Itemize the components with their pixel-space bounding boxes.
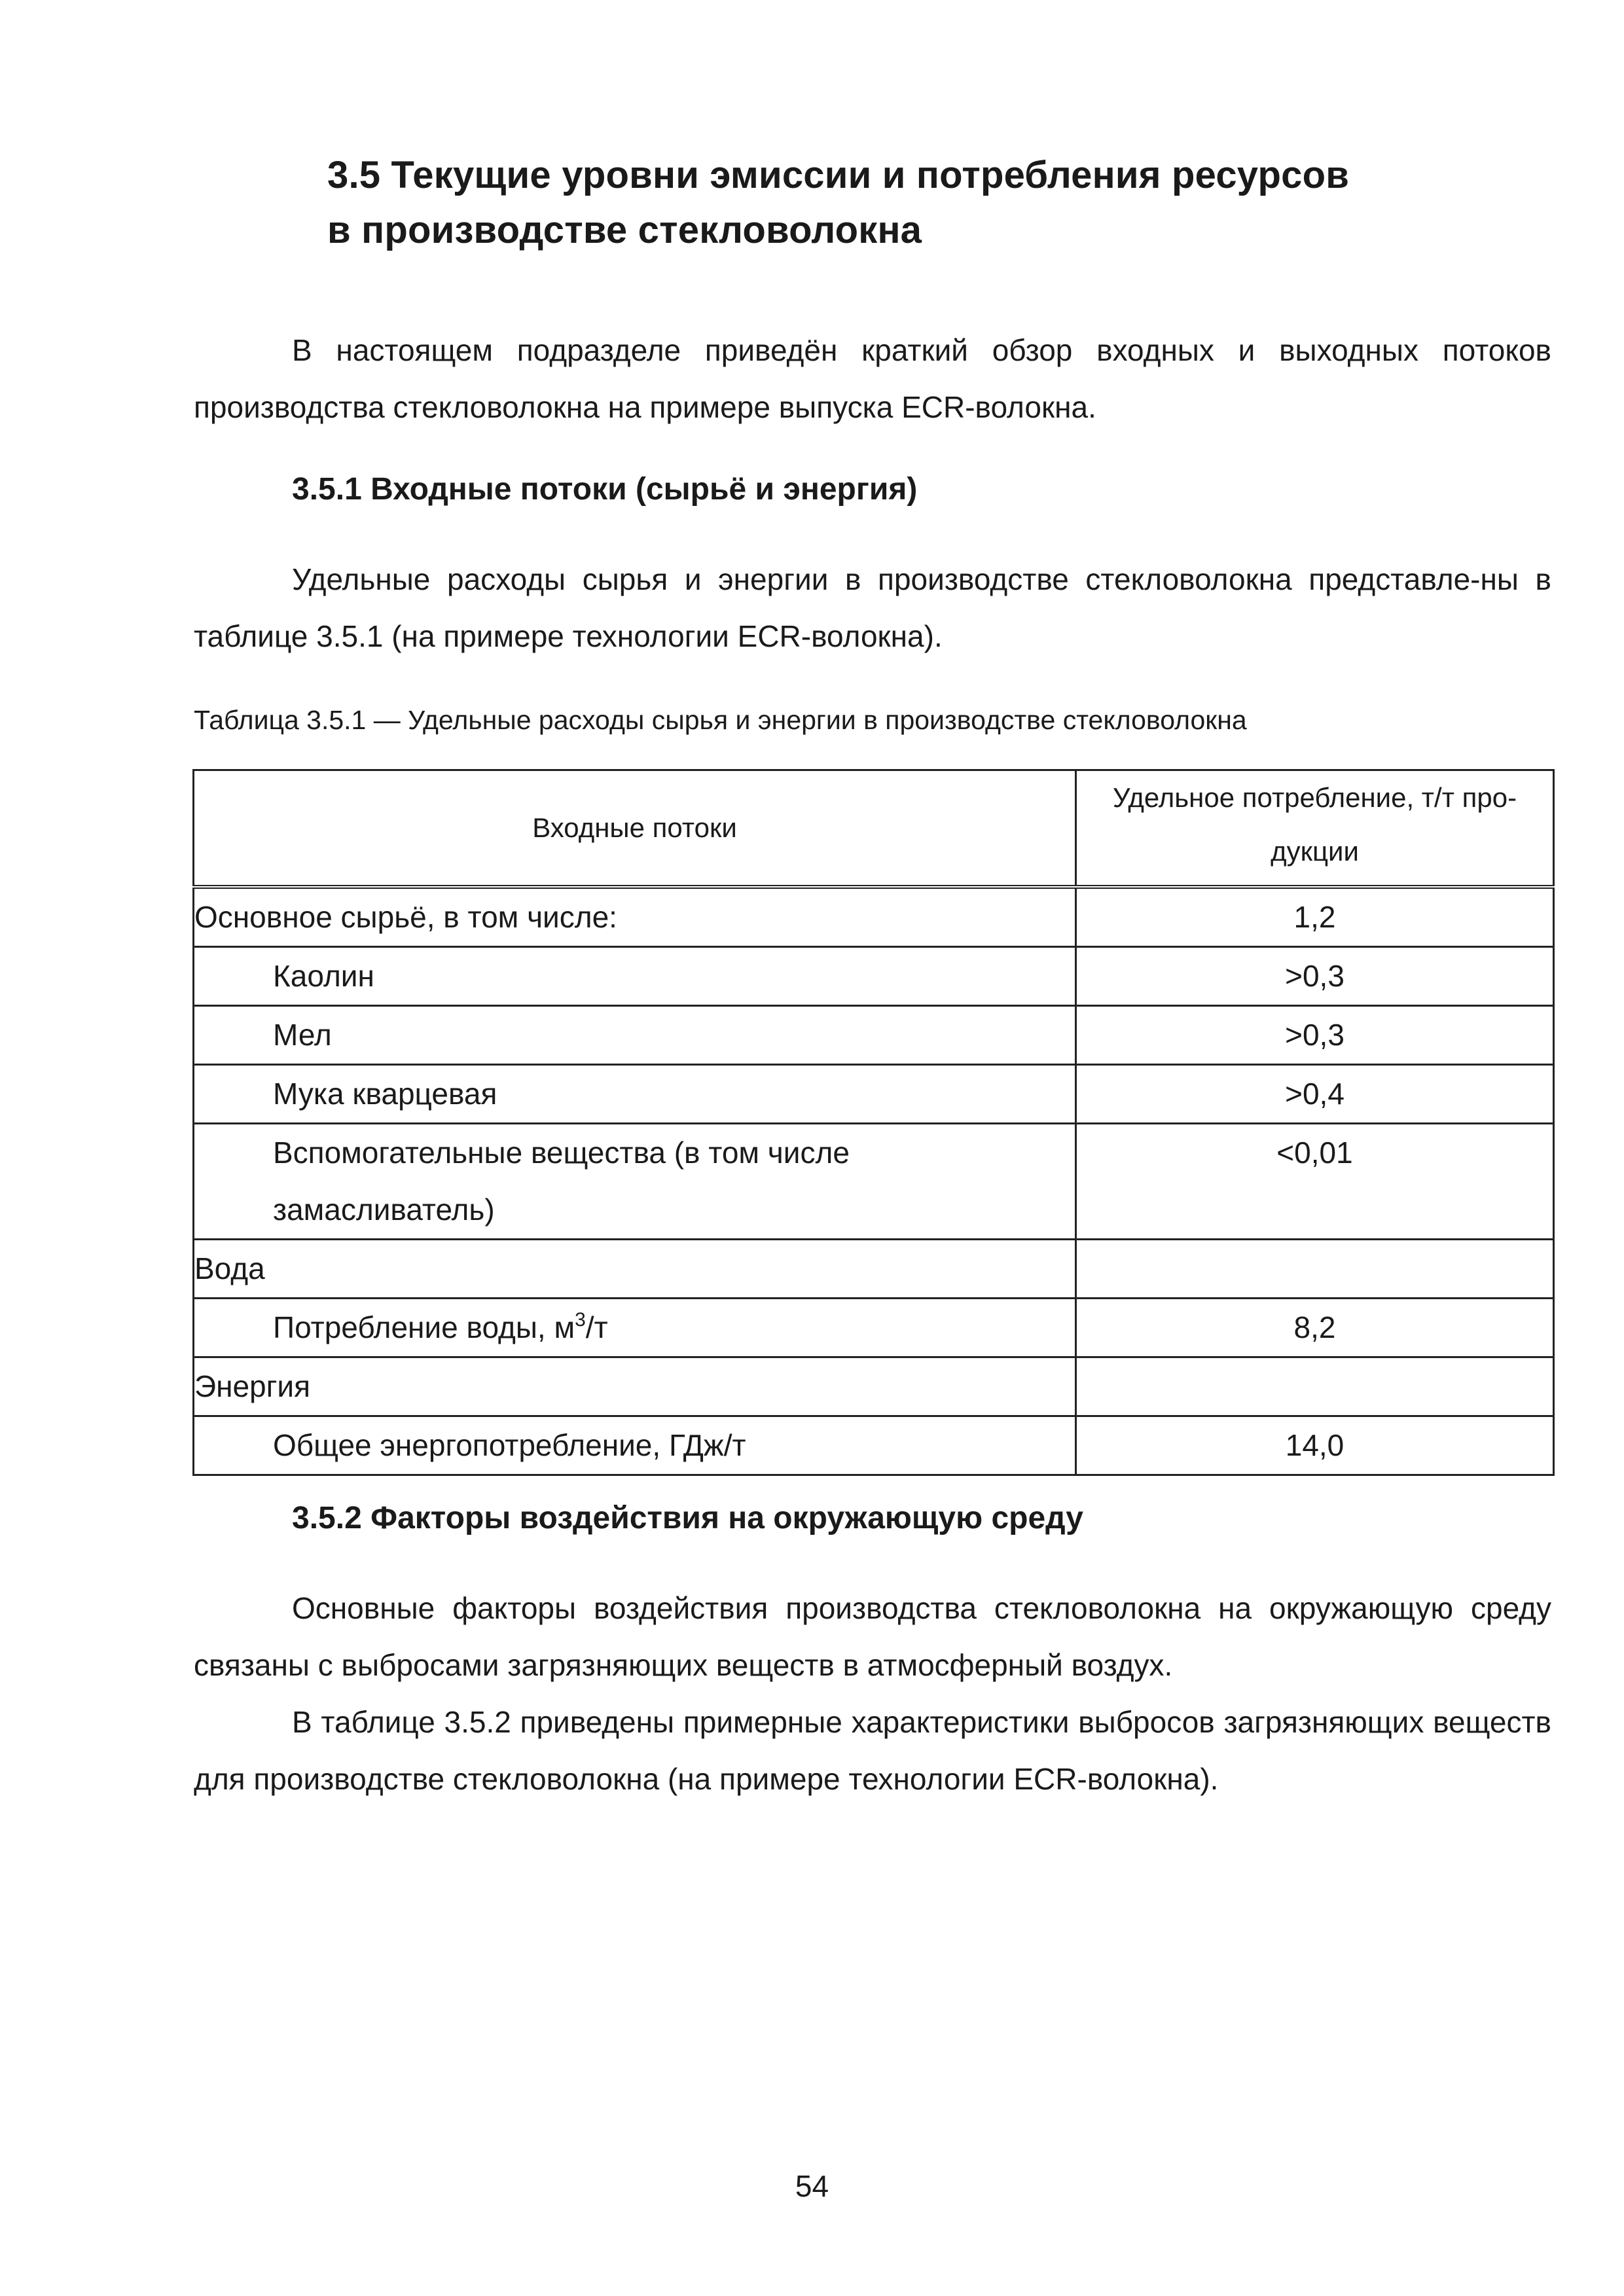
environment-paragraph-2 — [194, 1694, 1551, 1808]
row-label: Вспомогательные вещества (в том числе замасливатель) — [194, 1123, 1076, 1239]
table-reference-text: Удельные расходы сырья и энергии в производстве стекловолокна представле-ны в таблице 3.5.1 (на примере технологии ECR-волокна). — [194, 562, 1551, 653]
environment-text-1: Основные факторы воздействия производства стекловолокна на окружающую среду связаны с выбросами загрязняющих веществ в атмосферный воздух. — [194, 1591, 1551, 1682]
table-reference-paragraph — [194, 551, 1551, 665]
row-label: Мука кварцевая — [194, 1064, 1076, 1123]
row-label: Потребление воды, $м^3/т$ — [194, 1298, 1076, 1357]
table-row — [194, 1005, 1554, 1064]
table-row — [194, 1416, 1554, 1475]
table-row — [194, 1064, 1554, 1123]
row-label: Вода — [194, 1239, 1076, 1298]
table-row — [194, 1357, 1554, 1416]
table-caption: Таблица 3.5.1 — Удельные расходы сырья и энергии в производстве стекловолокна — [194, 705, 1247, 735]
row-value — [1076, 1357, 1554, 1416]
column-header-consumption: Удельное потребление, т/т про- дукции — [1076, 770, 1554, 887]
page-number: 54 — [795, 2169, 829, 2203]
row-label: Мел — [194, 1005, 1076, 1064]
row-value: >0,4 — [1076, 1064, 1554, 1123]
row-value: >0,3 — [1076, 946, 1554, 1005]
intro-text: В настоящем подразделе приведён краткий обзор входных и выходных потоков производства стекловолокна на примере выпуска ECR-волокна. — [194, 333, 1551, 424]
row-label: Каолин — [194, 946, 1076, 1005]
section-title-line2: в производстве стекловолокна — [327, 209, 922, 251]
column-header-input-flows: Входные потоки — [194, 770, 1076, 887]
row-value — [1076, 1239, 1554, 1298]
section-title — [327, 148, 1349, 258]
row-label: Энергия — [194, 1357, 1076, 1416]
row-value: 14,0 — [1076, 1416, 1554, 1475]
subsection-title-environmental-factors: 3.5.2 Факторы воздействия на окружающую среду — [292, 1501, 1083, 1535]
environment-text-2: В таблице 3.5.2 приведены примерные характеристики выбросов загрязняющих веществ для производстве стекловолокна (на примере технологии ECR-волокна). — [194, 1705, 1551, 1796]
environment-paragraph-1 — [194, 1580, 1551, 1694]
row-value: <0,01 — [1076, 1123, 1554, 1239]
table-row — [194, 1298, 1554, 1357]
section-title-line1: 3.5 Текущие уровни эмиссии и потребления ресурсов — [327, 154, 1350, 196]
row-value: 8,2 — [1076, 1298, 1554, 1357]
table-row — [194, 946, 1554, 1005]
row-label: Общее энергопотребление, ГДж/т — [194, 1416, 1076, 1475]
table-header-row — [194, 770, 1554, 887]
table-row — [194, 887, 1554, 947]
table-row — [194, 1123, 1554, 1239]
intro-paragraph — [194, 322, 1551, 436]
subsection-title-input-flows: 3.5.1 Входные потоки (сырьё и энергия) — [292, 472, 918, 507]
table-row — [194, 1239, 1554, 1298]
row-value: >0,3 — [1076, 1005, 1554, 1064]
resource-consumption-table — [192, 769, 1555, 1476]
row-value: 1,2 — [1076, 887, 1554, 947]
row-label: Основное сырьё, в том числе: — [194, 887, 1076, 947]
